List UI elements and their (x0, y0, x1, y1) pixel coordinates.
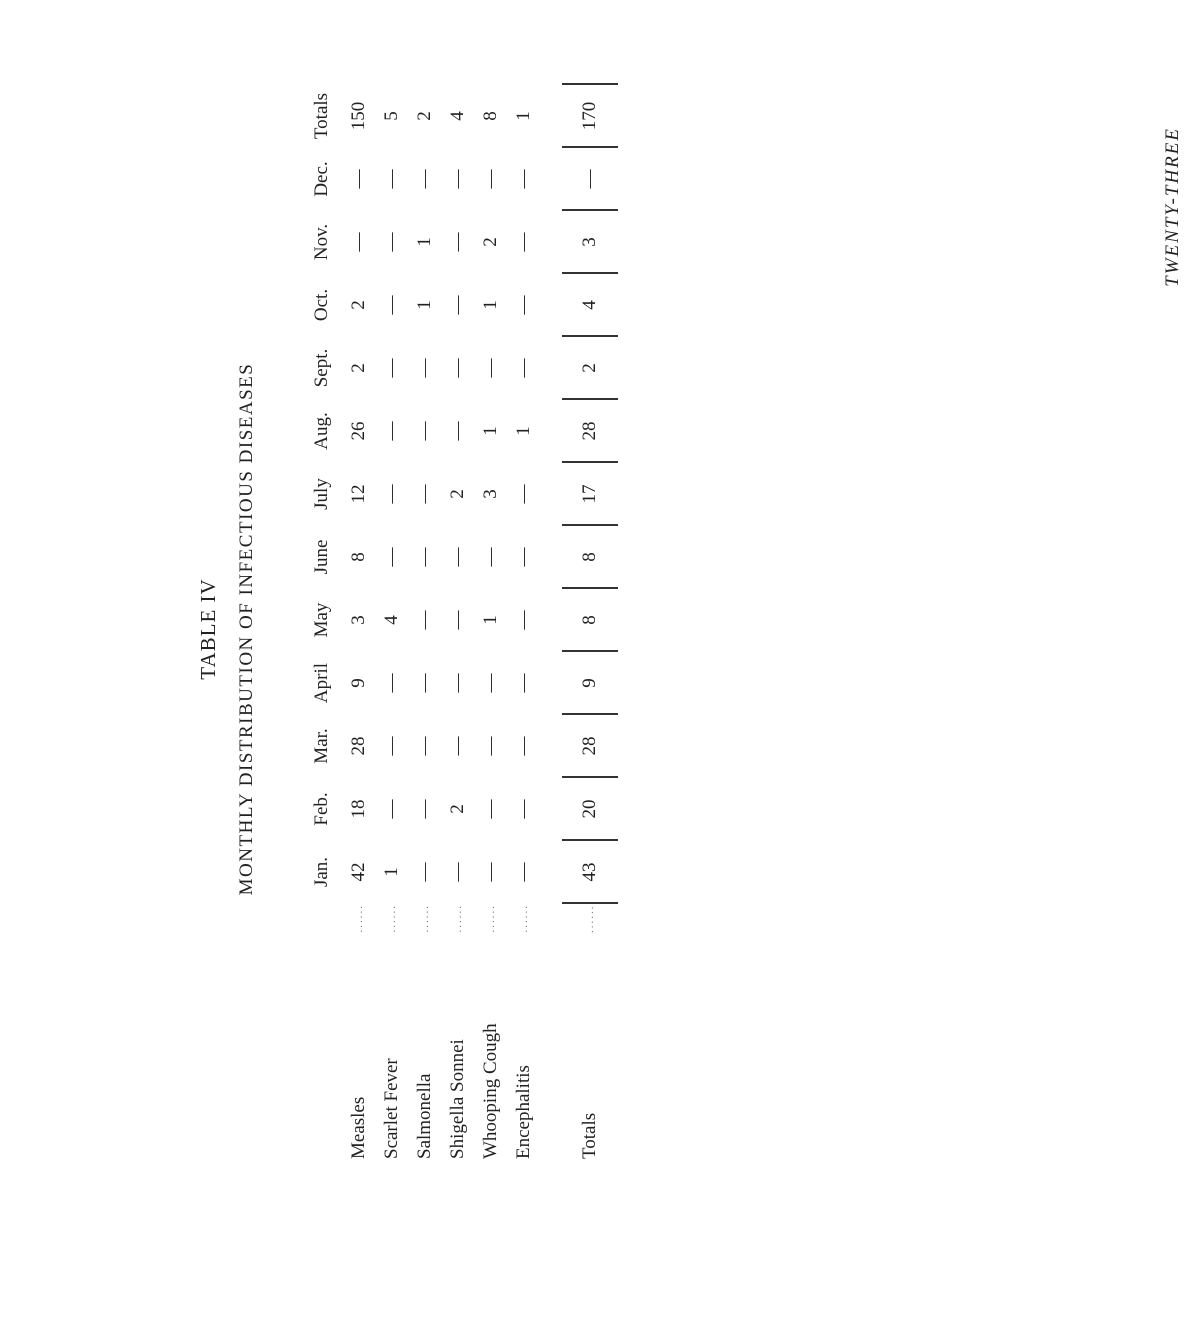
cell-jul: 3 (479, 489, 501, 499)
col-sep: Sept. (311, 348, 332, 388)
cell-feb: 20 (562, 778, 618, 841)
cell-sep: — (479, 358, 501, 378)
table-row (507, 85, 540, 1160)
cell-may: 4 (380, 615, 402, 625)
cell-totals: 8 (479, 111, 501, 121)
col-dec: Dec. (311, 161, 332, 197)
cell-aug: — (446, 421, 468, 441)
cell-jun: 8 (347, 552, 369, 562)
leader-dots: ...... (517, 904, 530, 933)
cell-oct: 4 (562, 274, 618, 337)
col-aug: Aug. (311, 412, 332, 450)
cell-feb: — (413, 799, 435, 819)
header-blank (302, 933, 342, 1159)
cell-jul: — (380, 484, 402, 504)
cell-nov: — (380, 232, 402, 252)
cell-may: 8 (562, 589, 618, 652)
row-label: Scarlet Fever (380, 1058, 402, 1159)
cell-jun: — (380, 547, 402, 567)
cell-totals: 4 (446, 111, 468, 121)
cell-jan: 1 (380, 867, 402, 877)
cell-dec: — (413, 169, 435, 189)
cell-may: — (512, 610, 534, 630)
row-label: Totals (579, 1112, 600, 1159)
cell-nov: — (347, 232, 369, 252)
cell-dec: — (479, 169, 501, 189)
cell-totals: 1 (512, 111, 534, 121)
row-label: Measles (347, 1096, 369, 1159)
cell-jan: — (479, 862, 501, 882)
cell-mar: — (446, 736, 468, 756)
cell-dec: — (562, 148, 618, 211)
cell-feb: 2 (446, 804, 468, 814)
cell-oct: — (512, 295, 534, 315)
cell-jul: 12 (347, 484, 369, 504)
leader-dots: ...... (484, 904, 497, 933)
cell-feb: 18 (347, 799, 369, 819)
cell-nov: — (446, 232, 468, 252)
cell-mar: 28 (347, 736, 369, 756)
cell-dec: — (380, 169, 402, 189)
cell-oct: 1 (479, 300, 501, 310)
col-jan: Jan. (311, 856, 332, 888)
col-jun: June (311, 539, 332, 575)
row-label: Whooping Cough (479, 1023, 501, 1159)
cell-apr: — (446, 673, 468, 693)
cell-nov: 1 (413, 237, 435, 247)
cell-sep: — (446, 358, 468, 378)
cell-aug: 1 (479, 426, 501, 436)
cell-jan: — (446, 862, 468, 882)
cell-oct: — (446, 295, 468, 315)
col-mar: Mar. (311, 728, 332, 764)
table-title: MONTHLY DISTRIBUTION OF INFECTIOUS DISEASES (236, 362, 257, 896)
cell-may: — (413, 610, 435, 630)
totals-row (562, 85, 618, 1160)
leader-dots: ...... (418, 904, 431, 933)
cell-jul: 2 (446, 489, 468, 499)
cell-jul: 17 (562, 463, 618, 526)
cell-feb: — (380, 799, 402, 819)
row-label: Encephalitis (512, 1065, 534, 1159)
cell-apr: — (479, 673, 501, 693)
cell-feb: — (479, 799, 501, 819)
page-content (0, 59, 1183, 1159)
cell-mar: 28 (562, 715, 618, 778)
leader-dots: ...... (352, 904, 365, 933)
cell-jun: 8 (562, 526, 618, 589)
cell-feb: — (512, 799, 534, 819)
cell-aug: 28 (562, 400, 618, 463)
col-nov: Nov. (311, 223, 332, 261)
cell-jan: 43 (562, 841, 618, 904)
cell-mar: — (512, 736, 534, 756)
cell-aug: — (413, 421, 435, 441)
cell-jan: — (413, 862, 435, 882)
cell-mar: — (479, 736, 501, 756)
cell-may: 3 (347, 615, 369, 625)
col-jul: July (311, 478, 332, 510)
header-row (302, 85, 342, 1160)
cell-totals: 150 (347, 101, 369, 131)
cell-dec: — (347, 169, 369, 189)
col-totals: Totals (311, 92, 332, 140)
cell-jun: — (413, 547, 435, 567)
col-may: May (311, 602, 332, 638)
cell-sep: — (512, 358, 534, 378)
cell-nov: 2 (479, 237, 501, 247)
cell-aug: 26 (347, 421, 369, 441)
table-body (342, 85, 618, 1160)
row-label: Salmonella (413, 1073, 435, 1159)
cell-totals: 2 (413, 111, 435, 121)
cell-sep: — (413, 358, 435, 378)
header-blank-leader (302, 904, 342, 934)
row-label: Shigella Sonnei (446, 1039, 468, 1159)
cell-jan: — (512, 862, 534, 882)
cell-apr: 9 (562, 652, 618, 715)
cell-nov: — (512, 232, 534, 252)
cell-oct: 1 (413, 300, 435, 310)
col-oct: Oct. (311, 288, 332, 322)
cell-sep: — (380, 358, 402, 378)
cell-oct: — (380, 295, 402, 315)
cell-dec: — (512, 169, 534, 189)
table-row (474, 85, 507, 1160)
cell-dec: — (446, 169, 468, 189)
col-apr: April (311, 662, 332, 704)
cell-aug: — (380, 421, 402, 441)
table-row (342, 85, 375, 1160)
cell-jun: — (479, 547, 501, 567)
table-label: TABLE IV (196, 578, 220, 680)
cell-apr: — (380, 673, 402, 693)
table-row (441, 85, 474, 1160)
leader-dots: ...... (584, 904, 596, 933)
cell-jun: — (446, 547, 468, 567)
leader-dots: ...... (385, 904, 398, 933)
col-feb: Feb. (311, 792, 332, 826)
cell-oct: 2 (347, 300, 369, 310)
cell-totals: 170 (562, 85, 618, 148)
cell-apr: — (512, 673, 534, 693)
cell-aug: 1 (512, 426, 534, 436)
cell-totals: 5 (380, 111, 402, 121)
cell-may: — (446, 610, 468, 630)
cell-mar: — (380, 736, 402, 756)
disease-table (302, 84, 618, 1160)
cell-jul: — (413, 484, 435, 504)
spacer-cell (540, 85, 562, 1160)
table-row (375, 85, 408, 1160)
cell-mar: — (413, 736, 435, 756)
cell-jan: 42 (347, 862, 369, 882)
table-row (408, 85, 441, 1160)
cell-may: 1 (479, 615, 501, 625)
cell-jun: — (512, 547, 534, 567)
cell-nov: 3 (562, 211, 618, 274)
spacer-row (540, 85, 562, 1160)
cell-jul: — (512, 484, 534, 504)
cell-sep: 2 (347, 363, 369, 373)
cell-apr: 9 (347, 678, 369, 688)
cell-apr: — (413, 673, 435, 693)
leader-dots: ...... (451, 904, 464, 933)
page-footer: TWENTY-THREE (1162, 127, 1183, 287)
cell-sep: 2 (562, 337, 618, 400)
